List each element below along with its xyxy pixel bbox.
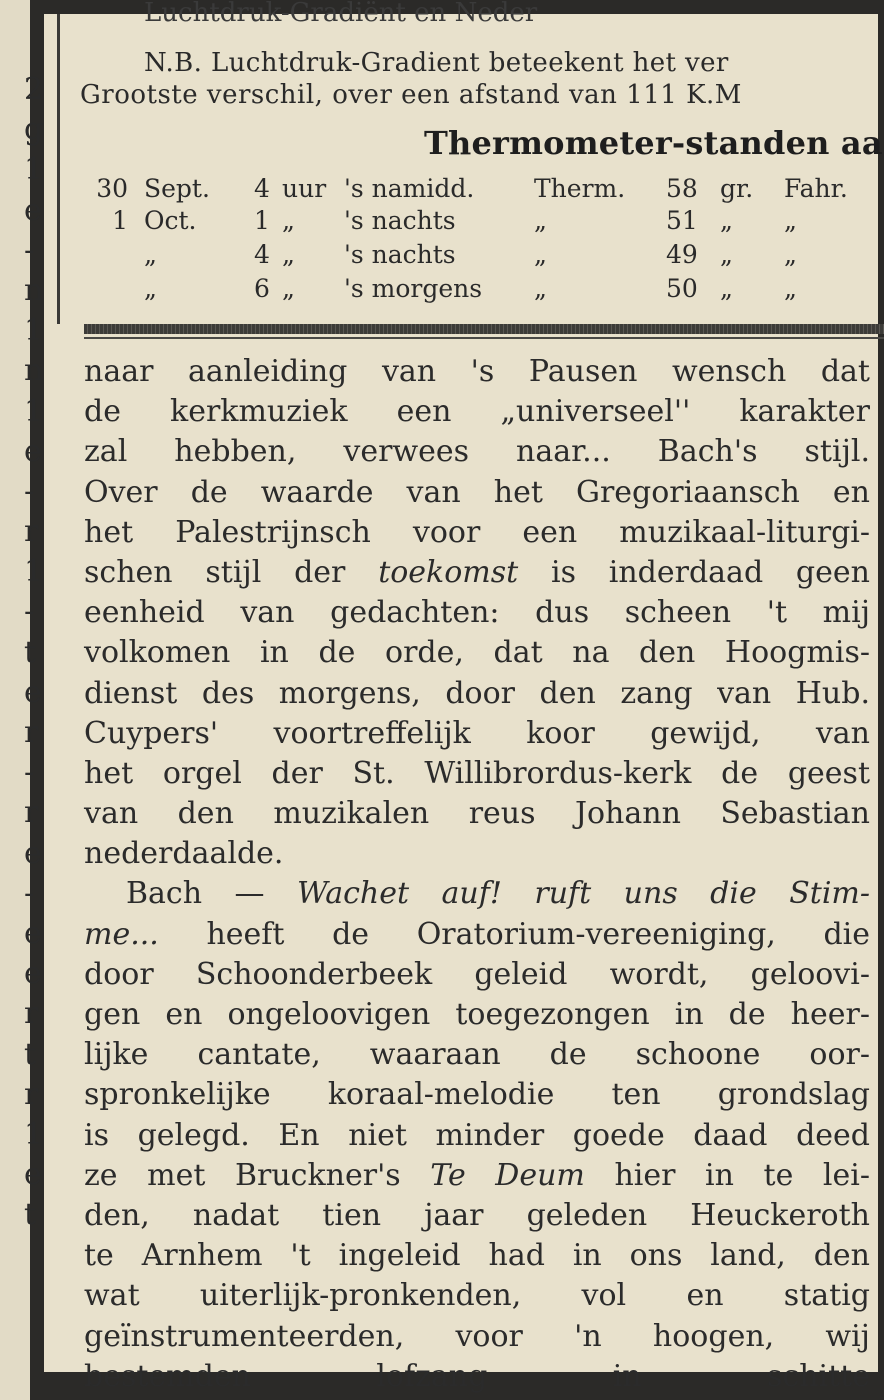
distance-note: Grootste verschil, over een afstand van 111 K.M: [80, 80, 742, 110]
thermo-row: 1 Oct. 1 „ 's nachts „ 51 „ „: [112, 206, 797, 235]
italic-title: me...: [84, 916, 159, 952]
article-line: geïnstrumenteerden, voor 'n hoogen, wij: [84, 1318, 870, 1354]
article-line: te Arnhem 't ingeleid had in ons land, den: [84, 1238, 870, 1274]
article-line: den, nadat tien jaar geleden Heuckeroth: [84, 1197, 870, 1233]
article-line: volkomen in de orde, dat na den Hoogmis-: [84, 635, 870, 671]
article-line: Cuypers' voortreffelijk koor gewijd, van: [84, 715, 870, 751]
article-line: de kerkmuziek een „universeel'' karakter: [84, 394, 870, 430]
article-body: [84, 352, 870, 1397]
article-line: nederdaalde.: [84, 836, 284, 872]
italic-title: Wachet auf! ruft uns die Stim-: [297, 876, 870, 912]
left-margin-strip: [0, 0, 44, 1400]
thermometer-heading: Thermometer-standen aa: [424, 124, 883, 162]
article-line: gen en ongeloovigen toegezongen in de heer-: [84, 997, 870, 1032]
thermo-row: „ 4 „ 's nachts „ 49 „ „: [144, 240, 797, 269]
cut-header-line: Luchtdruk-Gradiënt en Neder: [144, 0, 538, 28]
article-line: lijke cantate, waaraan de schoone oor-: [84, 1037, 870, 1073]
article-line: ze met Bruckner's Te Deum hier in te lei-: [84, 1157, 870, 1193]
article-line: het orgel der St. Willibrordus-kerk de geest: [84, 755, 870, 791]
thick-rule: [84, 324, 884, 334]
left-margin-chars: 2 g 1 e - n 1 n 1 e - r 1 - t e r - r e - e e r t r 1 e t: [24, 72, 44, 1233]
article-line: het Palestrijnsch voor een muzikaal-liturgi-: [84, 514, 870, 550]
italic-title: Te Deum: [430, 1157, 585, 1193]
article-line: dienst des morgens, door den zang van Hub.: [84, 675, 870, 711]
nb-note: N.B. Luchtdruk-Gradient beteekent het ver: [144, 48, 729, 78]
article-line: is gelegd. En niet minder goede daad deed: [84, 1117, 870, 1153]
thermo-row: „ 6 „ 's morgens „ 50 „ „: [144, 274, 797, 303]
article-line: bestemden lofzang in schitte: [84, 1358, 870, 1394]
article-line: naar aanleiding van 's Pausen wensch dat: [84, 354, 870, 389]
thin-rule: [84, 337, 884, 339]
thermo-row: 30 Sept. 4 uur 's namidd. Therm. 58 gr. Fahr.: [96, 174, 848, 203]
article-line: eenheid van gedachten: dus scheen 't mij: [84, 595, 870, 631]
article-line: door Schoonderbeek geleid wordt, geloovi-: [84, 956, 870, 992]
article-line: zal hebben, verwees naar... Bach's stijl.: [84, 434, 870, 470]
italic-word: toekomst: [378, 554, 519, 590]
article-line: spronkelijke koraal-melodie ten grondslag: [84, 1077, 870, 1113]
article-line: van den muzikalen reus Johann Sebastian: [84, 796, 870, 832]
article-line: schen stijl der toekomst is inderdaad geen: [84, 554, 870, 590]
newspaper-clipping: [44, 0, 883, 1394]
article-line: Over de waarde van het Gregoriaansch en: [84, 474, 870, 510]
article-line: Bach — Wachet auf! ruft uns die Stim-: [126, 876, 870, 912]
section-rule: [84, 324, 884, 340]
article-line: wat uiterlijk-pronkenden, vol en statig: [84, 1278, 870, 1314]
article-line: me... heeft de Oratorium-vereeniging, die: [84, 916, 870, 952]
